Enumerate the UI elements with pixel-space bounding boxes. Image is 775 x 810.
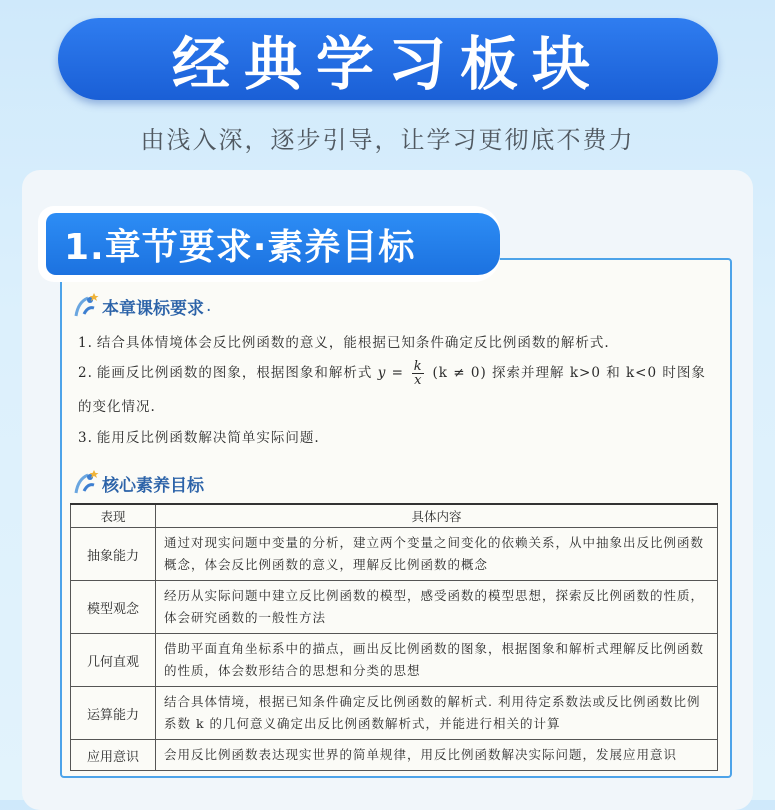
core-heading — [72, 469, 204, 497]
table-row — [71, 634, 718, 687]
row-key: 模型观念 — [71, 581, 156, 634]
star-person-icon — [72, 292, 100, 320]
requirement-text: 的变化情况. — [78, 399, 156, 415]
table-row — [71, 528, 718, 581]
formula-y: y — [377, 365, 387, 381]
core-table — [70, 503, 718, 771]
section-label: 1.章节要求·素养目标 — [64, 226, 416, 268]
requirement-text: 探索并理解 k>0 和 k<0 时图象 — [492, 365, 706, 381]
column-header: 表现 — [71, 504, 156, 528]
table-row — [71, 740, 718, 771]
column-header: 具体内容 — [156, 504, 718, 528]
table-header-row — [71, 504, 718, 528]
requirement-item — [78, 360, 706, 387]
row-value: 结合具体情境，根据已知条件确定反比例函数的解析式. 利用待定系数法或反比例函数比例系数 k 的几何意义确定出反比例函数解析式，并能进行相关的计算 — [156, 687, 718, 740]
requirement-item — [78, 331, 610, 351]
table-row — [71, 687, 718, 740]
star-person-icon — [72, 469, 100, 497]
formula-condition: (k ≠ 0) — [432, 365, 487, 381]
requirement-text: 能画反比例函数的图象，根据图象和解析式 — [96, 365, 373, 381]
requirement-item — [78, 426, 320, 446]
requirement-text: 结合具体情境体会反比例函数的意义，能根据已知条件确定反比例函数的解析式. — [96, 335, 610, 351]
requirement-number: 2. — [78, 365, 93, 381]
requirement-number: 3. — [78, 430, 93, 446]
core-title: 核心素养目标 — [102, 475, 204, 496]
requirement-number: 1. — [78, 335, 93, 351]
requirements-heading — [72, 292, 211, 320]
row-value: 通过对现实问题中变量的分析，建立两个变量之间变化的依赖关系，从中抽象出反比例函数概念，体会反比例函数的意义，理解反比例函数的概念 — [156, 528, 718, 581]
row-key: 运算能力 — [71, 687, 156, 740]
formula-fraction — [412, 360, 424, 387]
requirements-dot: . — [206, 296, 212, 316]
top-banner — [58, 18, 718, 100]
row-key: 抽象能力 — [71, 528, 156, 581]
formula-eq: = — [391, 365, 404, 381]
requirement-item-continuation — [78, 395, 156, 415]
fraction-numerator: k — [413, 359, 423, 374]
table-row — [71, 581, 718, 634]
requirement-text: 能用反比例函数解决简单实际问题. — [96, 430, 320, 446]
banner-title: 经典学习板块 — [171, 30, 604, 98]
section-tab — [46, 213, 500, 275]
row-value: 会用反比例函数表达现实世界的简单规律，用反比例函数解决实际问题，发展应用意识 — [156, 740, 718, 771]
row-value: 经历从实际问题中建立反比例函数的模型，感受函数的模型思想，探索反比例函数的性质，体会研究函数的一般性方法 — [156, 581, 718, 634]
row-key: 应用意识 — [71, 740, 156, 771]
row-key: 几何直观 — [71, 634, 156, 687]
fraction-denominator: x — [414, 373, 423, 388]
subtitle: 由浅入深，逐步引导，让学习更彻底不费力 — [140, 126, 635, 154]
row-value: 借助平面直角坐标系中的描点，画出反比例函数的图象，根据图象和解析式理解反比例函数的性质，体会数形结合的思想和分类的思想 — [156, 634, 718, 687]
requirements-title: 本章课标要求 — [102, 298, 204, 319]
